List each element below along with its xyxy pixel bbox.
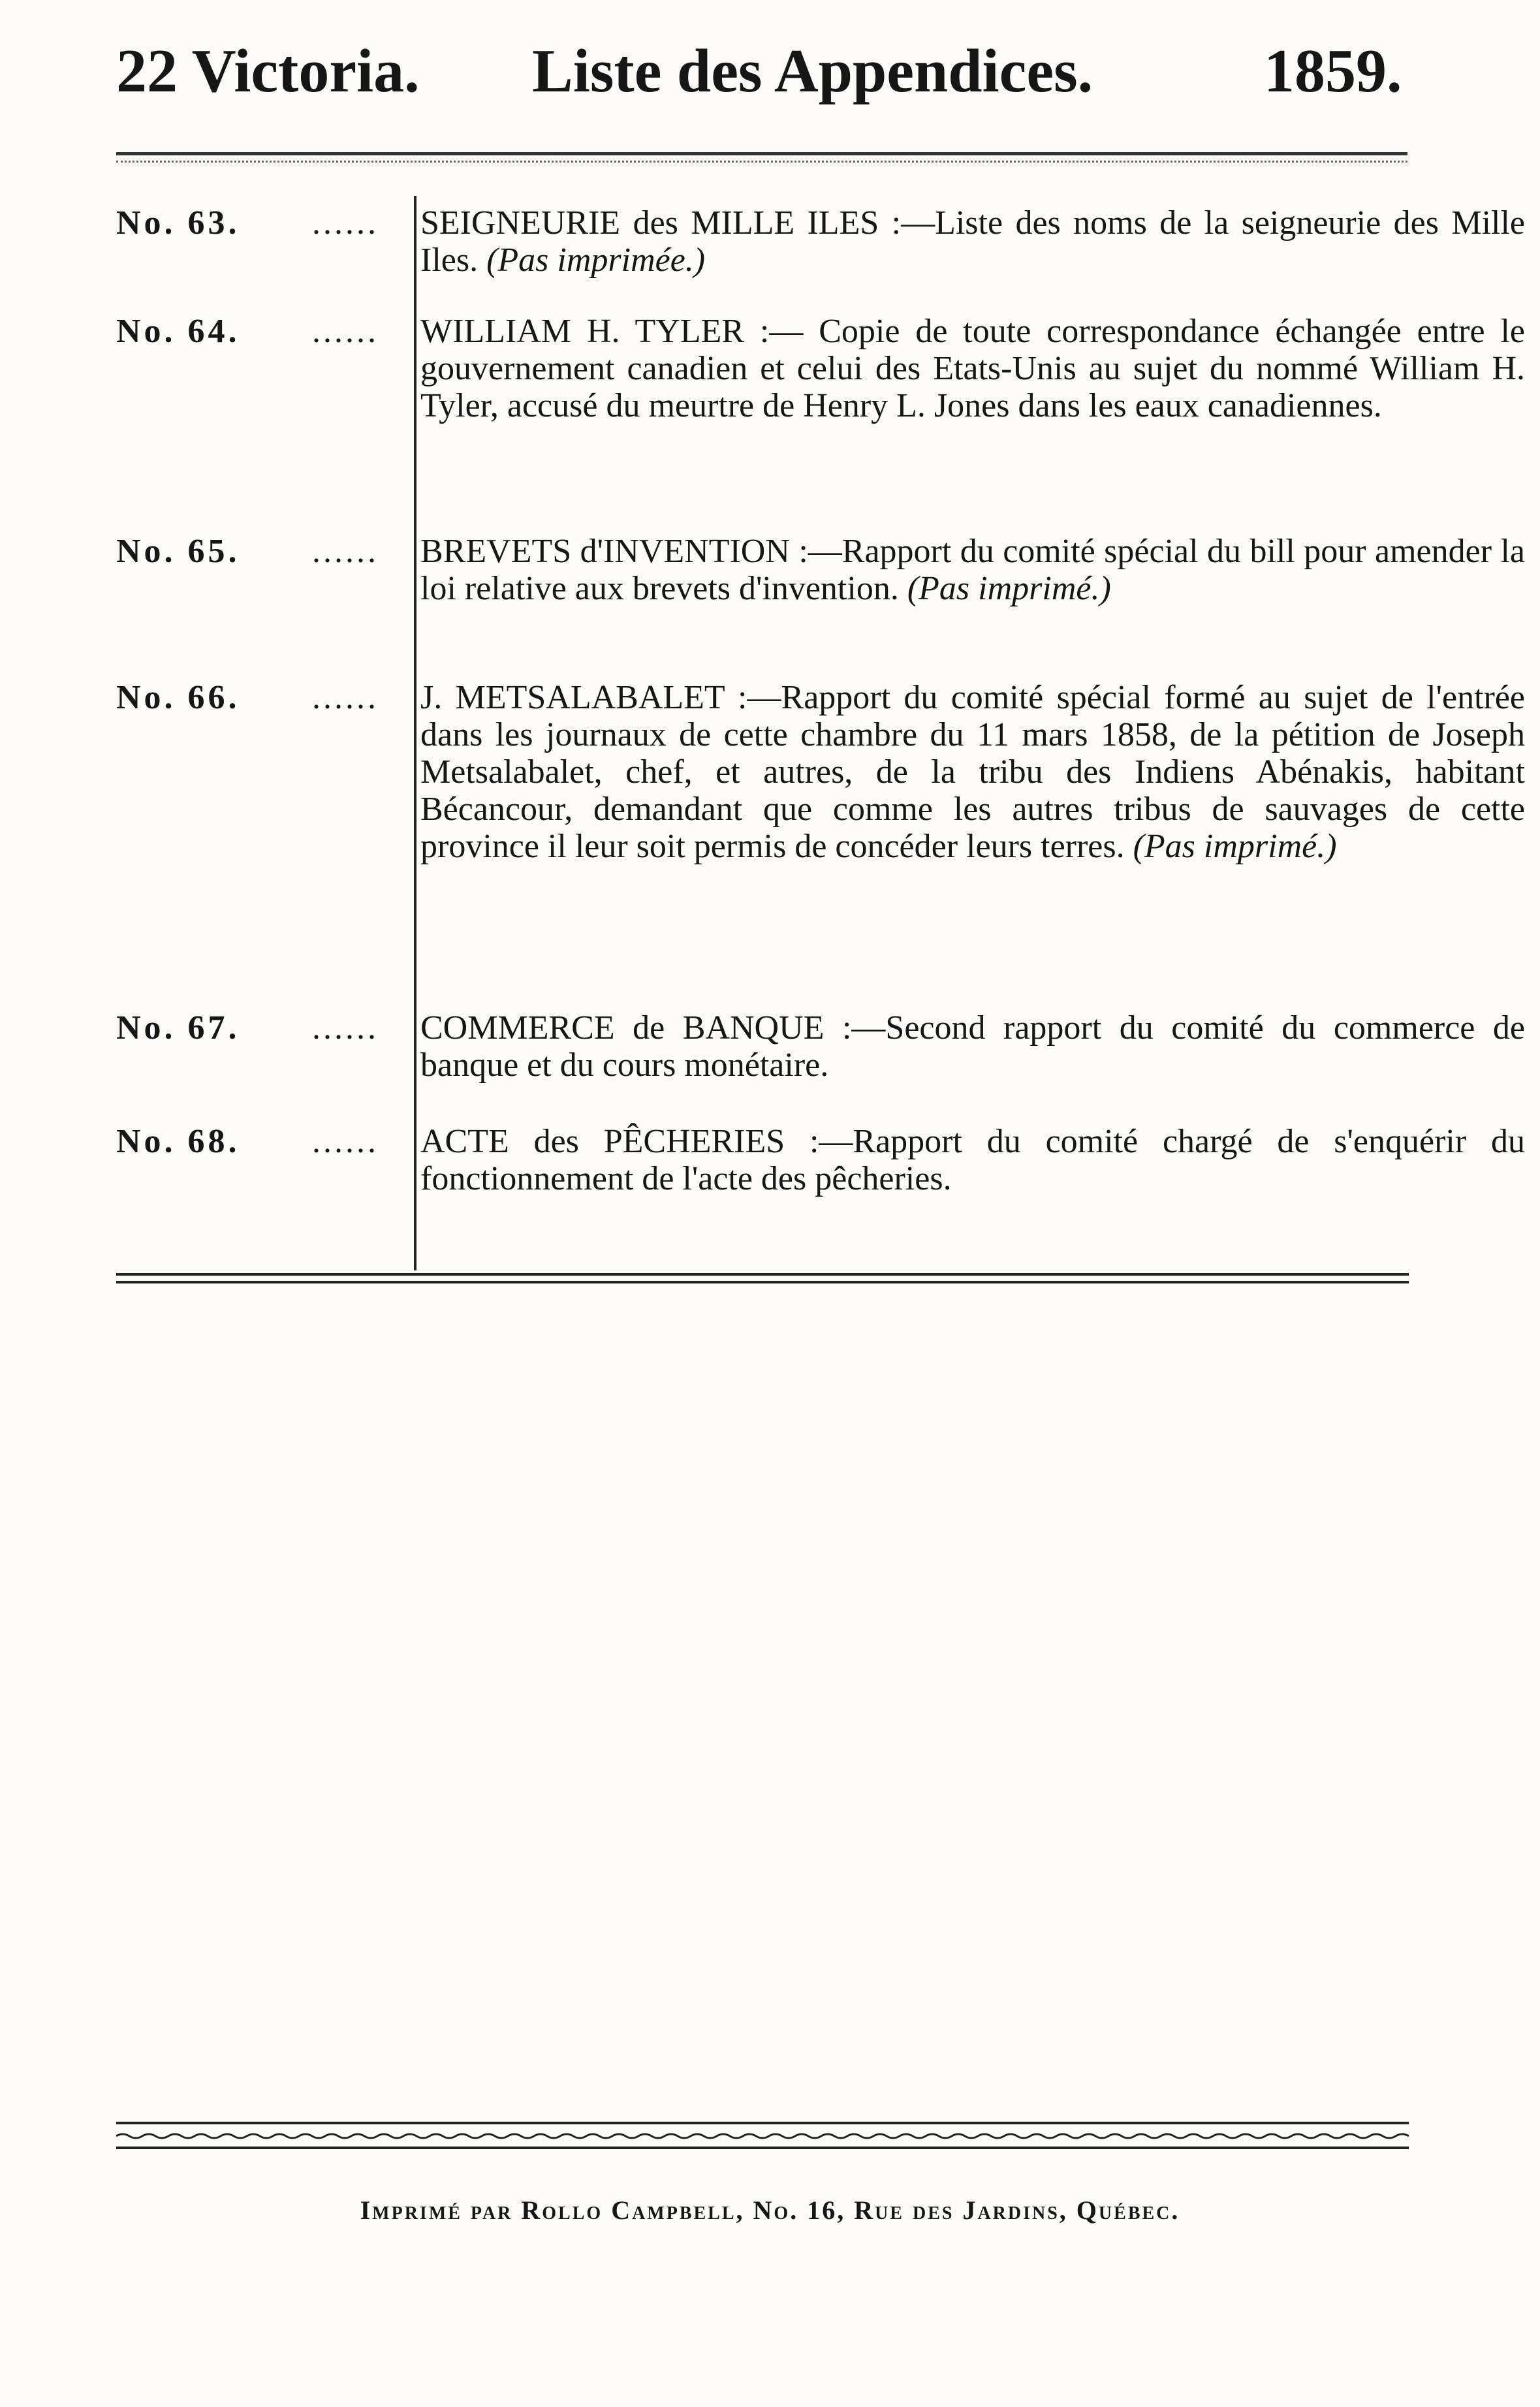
- entry-title: J. METSALABALET :: [420, 679, 747, 716]
- entry-note: (Pas imprimée.): [486, 242, 706, 279]
- entry-description: —Rapport du comité spécial du bill pour amender la loi relative aux brevets d'invention.: [420, 533, 1525, 607]
- header-reign: 22 Victoria.: [116, 37, 420, 105]
- entry-description: —Second rapport du comité du commerce de banque et du cours monétaire.: [420, 1009, 1525, 1084]
- entry-description: — Copie de toute correspondance échangée entre le gouvernement canadien et celui des Etats-Unis au sujet du nommé William H. Tyler, accusé du meurtre de Henry L. Jones dans les eaux canadiennes.: [420, 313, 1525, 424]
- footer-rule-bottom: [116, 2147, 1409, 2149]
- entry-description: —Liste des noms de la seigneurie des Mille Iles.: [420, 204, 1526, 279]
- entry-number: No. 68.: [116, 1123, 240, 1160]
- dot-leader: ......: [312, 1009, 379, 1046]
- entry-title: BREVETS d'INVENTION :: [420, 533, 808, 570]
- entry-number: No. 63.: [116, 204, 240, 242]
- header-rule: [116, 152, 1407, 155]
- dot-leader: ......: [312, 679, 379, 716]
- entry-number: No. 64.: [116, 313, 240, 350]
- footer-rule-top: [116, 2122, 1409, 2124]
- section-rule-bottom: [116, 1281, 1409, 1283]
- printer-imprint: Imprimé par Rollo Campbell, No. 16, Rue des Jardins, Québec.: [360, 2195, 1180, 2225]
- column-divider: [414, 196, 416, 1270]
- header-year: 1859.: [1264, 37, 1402, 105]
- entry-text: [420, 204, 1525, 279]
- entry-title: ACTE des PÊCHERIES :: [420, 1123, 819, 1160]
- entry-title: WILLIAM H. TYLER :: [420, 313, 770, 350]
- dot-leader: ......: [312, 313, 379, 350]
- entry-text: [420, 679, 1525, 865]
- entry-text: [420, 313, 1525, 424]
- entry-text: [420, 1123, 1525, 1197]
- dot-leader: ......: [312, 1123, 379, 1160]
- entry-number: No. 65.: [116, 533, 240, 570]
- entry-note: (Pas imprimé.): [907, 570, 1111, 607]
- entry-description: —Rapport du comité chargé de s'enquérir du fonctionnement de l'acte des pêcheries.: [420, 1123, 1525, 1197]
- dot-leader: ......: [312, 204, 379, 242]
- page-title: Liste des Appendices.: [532, 37, 1093, 105]
- wavy-rule: [116, 2132, 1409, 2140]
- entry-description: —Rapport du comité spécial formé au sujet de l'entrée dans les journaux de cette chambre du 11 mars 1858, de la pétition de Joseph Metsalabalet, chef, et autres, de la tribu des Indiens Abénakis, habitant Bécancour, demandant que comme les autres tribus de sauvages de cette province il leur soit permis de concéder leurs terres.: [420, 679, 1525, 865]
- section-rule-top: [116, 1273, 1409, 1276]
- entry-number: No. 66.: [116, 679, 240, 716]
- entry-note: (Pas imprimé.): [1133, 828, 1337, 865]
- entry-number: No. 67.: [116, 1009, 240, 1046]
- entry-title: SEIGNEURIE des MILLE ILES :: [420, 204, 902, 242]
- entry-text: [420, 1009, 1525, 1084]
- dot-leader: ......: [312, 533, 379, 570]
- entry-text: [420, 533, 1525, 607]
- entry-title: COMMERCE de BANQUE :: [420, 1009, 852, 1046]
- header-rule-dotted: [116, 161, 1407, 163]
